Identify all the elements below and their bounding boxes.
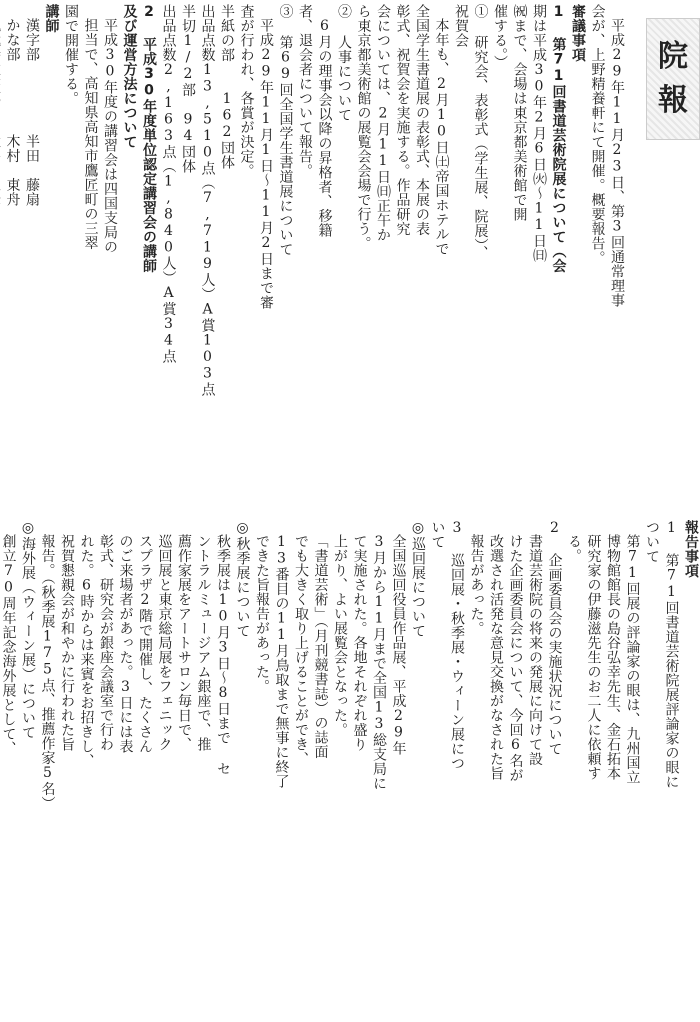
text-column: 担当で、高知県高知市鷹匠町の三翠 [82,18,99,250]
text-column: 期は平成30年2月6日㈫〜11日㈰ [531,4,547,263]
text-column: 研究家の伊藤滋先生のお二人に依頼す [585,534,602,781]
text-column: 園で開催する。 [63,4,79,106]
text-column: 半紙の部 162団体 [219,4,235,170]
text-column: ㈷まで、会場は東京都美術館で開 [511,4,528,222]
text-column: 漢字部 半田 藤扇 [24,18,40,207]
text-column: 2 平成30年度単位認定講習会の講師 [141,4,157,273]
text-column: 査が行われ、各賞が決定。 [238,4,255,178]
badge-char-2: 報 [658,83,688,118]
text-column: 会が、上野精養軒にて開催。概要報告。 [589,4,606,265]
text-column: 薦作家展をアートサロン毎日で、 [176,534,192,752]
text-column: 講師 [43,4,60,33]
text-column: 全国学生書道展の表彰式、本展の表 [414,4,430,236]
text-column: ◎巡回展について [410,520,426,638]
spacer [626,4,634,490]
text-column: のご来場者があった。3日には表 [117,534,134,754]
text-column: スプラザ2階で開催し、たくさん [137,534,153,754]
text-column: 3月から11月まで全国13総支局に [371,534,387,791]
text-column: れた。6時からは来賓をお招きし、 [78,534,95,768]
text-column: 報告事項 [683,520,699,578]
text-column: 書道芸術院の将来の発展に向けて設 [527,534,543,766]
text-column: 1 第71回書道芸術院展評論家の眼に [663,520,680,789]
text-column: 3 巡回展・秋季展・ウィーン展につ [449,520,465,771]
text-column: 全国巡回役員作品展、平成29年 [390,534,407,756]
text-column: 出品点数2,163点（1,840人）A賞34点 [160,4,177,364]
text-column: 半切1/2部 94団体 [180,4,196,174]
text-column: 創立70周年記念海外展として、 [0,534,17,756]
text-column: 本年も、2月10日㈯帝国ホテルで [433,18,450,256]
text-column: 審議事項 [570,4,586,62]
text-column: 6月の理事会以降の昇格者、移籍 [316,18,333,238]
text-column: ントラルミュージアム銀座で、推 [195,534,212,752]
top-text-band [0,4,700,490]
text-column: 報告。（秋季展175点、推薦作家5名） [39,534,56,811]
text-column: 祝賀会 [453,4,469,48]
text-column: ◎海外展（ウィーン展）について [20,520,36,740]
section-badge [646,18,700,140]
text-column: いて [429,520,446,549]
text-column: 1 第71回書道芸術院展について（会 [550,4,567,273]
text-column: ① 研究会、表彰式（学生展、院展）、 [472,4,489,260]
text-column: 彰式、祝賀会を実施する。作品研究 [394,4,411,236]
text-column: 改選され活発な意見交換がなされた旨 [488,534,504,781]
text-column: 出品点数13,510点（7,719人）A賞103点 [199,4,216,397]
bottom-text-band [0,520,700,1020]
text-column: 会については、2月11日㈰正午か [375,4,391,242]
text-column: 上がり、よい展覧会となった。 [332,534,348,737]
text-column: 平成29年11月23日、第3回通常理事 [609,18,625,308]
text-column: 祝賀懇親会が和やかに行われた旨 [59,534,75,752]
text-column: 報告があった。 [468,534,485,636]
text-column: 13番目の11月鳥取まで無事に終了 [273,534,290,789]
text-column: て実施された。各地それぞれ盛り [351,534,368,752]
text-column: ら東京都美術館の展覧会会場で行う。 [355,4,372,251]
text-column: 第71回展の評論家の眼は、九州国立 [624,534,641,785]
top-columns [0,4,626,490]
text-column: ③ 第69回全国学生書道展について [277,4,294,257]
text-column: 博物館館長の島谷弘幸先生、金石拓本 [605,534,621,781]
text-column: できた旨報告があった。 [254,534,270,694]
text-column: 者、退会者について報告。 [297,4,313,178]
text-column: 巡回展と東京総局展をフェニック [156,534,173,752]
text-column: ◎秋季展について [234,520,251,638]
text-column: 平成30年度の講習会は四国支局の [102,18,118,254]
text-column: 彰式、研究会が銀座会議室で行わ [98,534,114,752]
text-column: かな部 木村 東舟 [4,18,21,207]
badge-char-1: 院 [658,39,688,74]
text-column: 平成29年11月1日〜11月2日まで審 [258,18,274,310]
text-column: けた企画委員会について、今回6名が [507,534,524,783]
text-column: 秋季展は10月3日〜8日まで セ [215,534,231,776]
text-column: でも大きく取り上げることができ、 [293,534,309,766]
text-column: 「書道芸術」（月刊競書誌）の誌面 [312,534,329,759]
text-column: 催する。） [492,4,508,70]
text-column: 2 企画委員会の実施状況について [546,520,563,756]
text-column: ② 人事について [336,4,352,122]
text-column: 及び運営方法について [121,4,138,149]
bottom-columns [0,520,700,1020]
text-column: ついて [644,520,660,564]
text-column: る。 [566,534,582,563]
